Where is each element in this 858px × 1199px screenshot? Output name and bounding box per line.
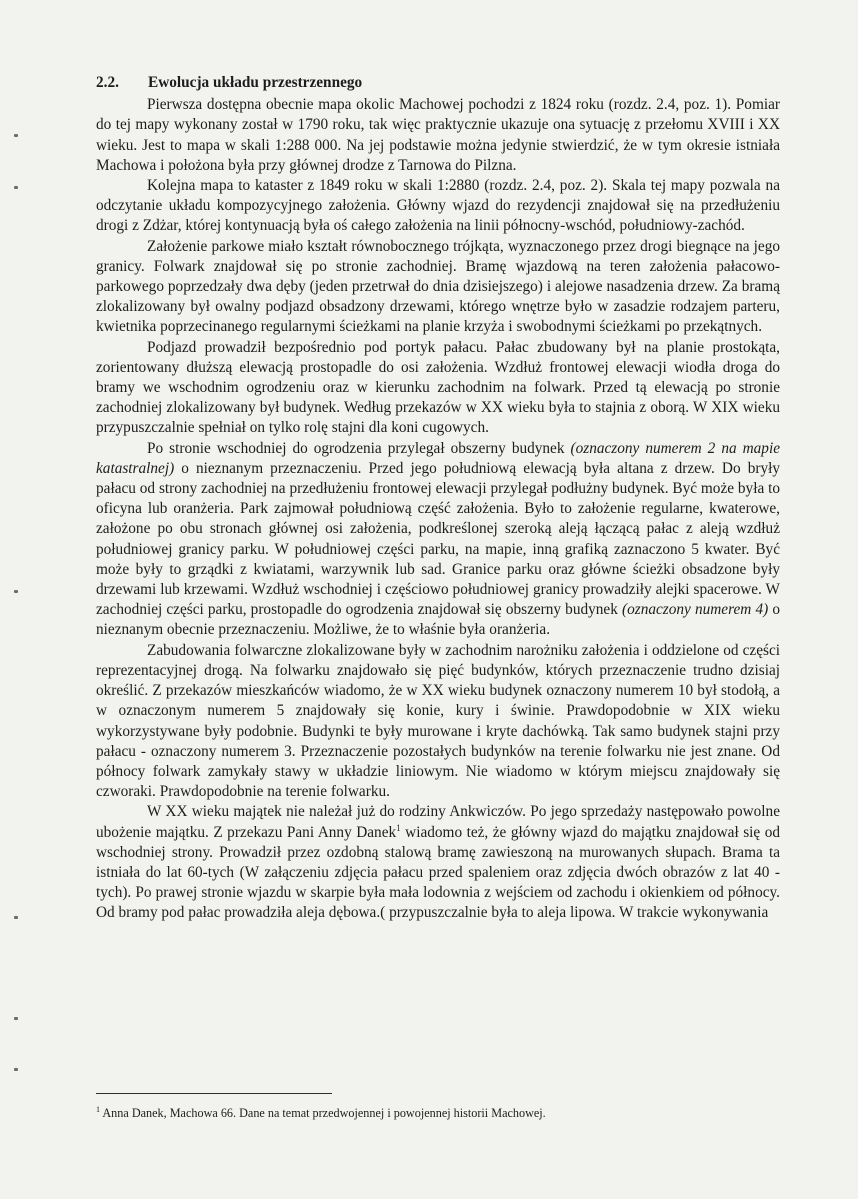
footnote-marker: 1 (96, 1105, 100, 1114)
paragraph-5-text-a: Po stronie wschodniej do ogrodzenia przylegał obszerny budynek (147, 439, 571, 457)
section-number: 2.2. (96, 74, 119, 91)
section-heading (96, 73, 780, 93)
paragraph-7 (96, 802, 780, 923)
footnote-reference[interactable]: 1 (396, 822, 401, 833)
paragraph-5-italic-1: (oznaczony numerem 2 na mapie katastralnej) (96, 439, 780, 477)
paragraph-5 (96, 439, 780, 641)
paragraph-3: Założenie parkowe miało kształt równobocznego trójkąta, wyznaczonego przez drogi biegnące na jego granicy. Folwark znajdował się po stronie zachodniej. Bramę wjazdową na teren założenia pałacowo-parkowego poprzedzały dwa dęby (jeden przetrwał do dnia dzisiejszego) i alejowe nasadzenia drzew. Za bramą zlokalizowany był owalny podjazd obsadzony drzewami, którego wnętrze było w zasadzie rodzajem parteru, kwietnika poprzecinanego regularnymi ścieżkami na planie krzyża i swobodnymi ścieżkami po przekątnych. (96, 237, 780, 336)
paragraph-4: Podjazd prowadził bezpośrednio pod portyk pałacu. Pałac zbudowany był na planie prostokąta, zorientowany dłuższą elewacją prostopadle do osi założenia. Wzdłuż frontowej elewacji wiodła droga do bramy we wschodnim ogrodzeniu oraz w kierunku zachodnim na folwark. Przed tą elewacją po stronie zachodniej zlokalizowany był budynek. Według przekazów w XX wieku była to stajnia z oborą. W XIX wieku przypuszczalnie spełniał on tylko rolę stajni dla koni cugowych. (96, 338, 780, 437)
scan-mark (14, 134, 18, 137)
page-body (96, 73, 780, 924)
paragraph-7-text-a: W XX wieku majątek nie należał już do rodziny Ankwiczów. Po jego sprzedaży następowało powolne ubożenie majątku. Z przekazu Pani Anny Danek (96, 803, 780, 841)
paragraph-5-italic-2: (oznaczony numerem 4) (622, 601, 769, 619)
scan-mark (14, 186, 18, 189)
footnote-separator (96, 1093, 332, 1094)
footnote-text: Anna Danek, Machowa 66. Dane na temat przedwojennej i powojennej historii Machowej. (100, 1106, 546, 1120)
paragraph-5-text-b: o nieznanym przeznaczeniu. Przed jego południową elewacją była altana z drzew. Do bryły pałacu od strony zachodniej na przedłużeniu frontowej elewacji przylegał podłużny budynek. Być może była to oficyna lub oranżeria. Park zajmował południową część założenia. Było to założenie regularne, kwaterowe, założone po obu stronach głównej osi założenia, podkreślonej szeroką aleją łączącą pałac z aleją wzdłuż południowej granicy parku. W południowej części parku, na mapie, inną grafiką zaznaczono 5 kwater. Być może były to grządki z kwiatami, warzywnik lub sad. Granice parku oraz główne ścieżki obsadzone były drzewami lub krzewami. Wzdłuż wschodniej i częściowo południowej granicy prowadziły alejki spacerowe. W zachodniej części parku, prostopadle do ogrodzenia znajdował się obszerny budynek (96, 459, 780, 619)
section-title: Ewolucja układu przestrzennego (148, 74, 363, 91)
paragraph-2: Kolejna mapa to kataster z 1849 roku w skali 1:2880 (rozdz. 2.4, poz. 2). Skala tej mapy pozwala na odczytanie układu kompozycyjnego założenia. Główny wjazd do rezydencji znajdował się na przedłużeniu drogi z Zdżar, której kontynuacją była oś całego założenia na linii północny-wschód, południowy-zachód. (96, 177, 780, 235)
paragraph-5-text-c: o nieznanym obecnie przeznaczeniu. Możliwe, że to właśnie była oranżeria. (96, 601, 780, 639)
scan-mark (14, 916, 18, 919)
scan-mark (14, 590, 18, 593)
footnote (96, 1105, 780, 1121)
scan-mark (14, 1068, 18, 1071)
paragraph-1: Pierwsza dostępna obecnie mapa okolic Machowej pochodzi z 1824 roku (rozdz. 2.4, poz. 1). Pomiar do tej mapy wykonany został w 1790 roku, tak więc praktycznie ukazuje ona sytuację z przełomu XVIII i XX wieku. Jest to mapa w skali 1:288 000. Na jej podstawie można jedynie stwierdzić, że w tym okresie istniała Machowa i położona była przy głównej drodze z Tarnowa do Pilzna. (96, 96, 780, 174)
paragraph-7-text-b: wiadomo też, że główny wjazd do majątku znajdował się od wschodniej strony. Prowadził przez ozdobną stalową bramę zawieszoną na murowanych słupach. Brama ta istniała do lat 60-tych (W załączeniu zdjęcia pałacu przed spaleniem oraz zdjęcia dwóch obrazów z lat 40 - tych). Po prawej stronie wjazdu w skarpie była mała lodownia z wejściem od zachodu i okienkiem od północy. Od bramy pod pałac prowadziła aleja dębowa.( przypuszczalnie była to aleja lipowa. W trakcie wykonywania (96, 823, 780, 922)
scan-mark (14, 1017, 18, 1020)
paragraph-6: Zabudowania folwarczne zlokalizowane były w zachodnim narożniku założenia i oddzielone od części reprezentacyjnej drogą. Na folwarku znajdowało się pięć budynków, których przeznaczenie trudno dzisiaj określić. Z przekazów mieszkańców wiadomo, że w XX wieku budynek oznaczony numerem 10 był stodołą, a w oznaczonym numerem 5 znajdowały się konie, kury i świnie. Prawdopodobnie w XIX wieku wykorzystywane były podobnie. Budynki te były murowane i kryte dachówką. Tak samo budynek stajni przy pałacu - oznaczony numerem 3. Przeznaczenie pozostałych budynków na terenie folwarku nie jest znane. Od północy folwark zamykały stawy w układzie liniowym. Nie wiadomo w którym miejscu znajdowały się czworaki. Prawdopodobnie na terenie folwarku. (96, 641, 780, 801)
